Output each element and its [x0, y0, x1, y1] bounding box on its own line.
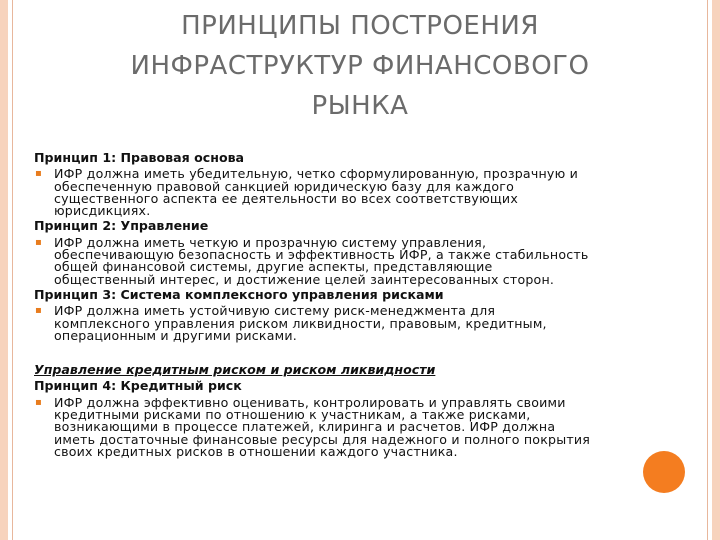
slide-body	[34, 152, 706, 461]
title-line-3: РЫНКА	[311, 91, 409, 121]
slide-title	[20, 6, 700, 126]
principle-4-line-4: иметь достаточные финансовые ресурсы для надежного и полного покрытия	[54, 431, 591, 447]
principle-1-line-1: ИФР должна иметь убедительную, четко сформулированную, прозрачную и	[54, 166, 578, 182]
principle-4-heading: Принцип 4: Кредитный риск	[34, 378, 242, 394]
principle-2-heading: Принцип 2: Управление	[34, 218, 209, 234]
principle-1-line-3: существенного аспекта ее деятельности во всех соответствующих	[54, 190, 518, 206]
principle-3-line-3: операционным и другими рисками.	[54, 327, 297, 343]
principle-3-bullet	[34, 305, 706, 342]
principle-4-line-1: ИФР должна эффективно оценивать, контролировать и управлять своими	[54, 394, 566, 410]
left-frame-border	[0, 0, 8, 540]
principle-3-heading: Принцип 3: Система комплексного управления рисками	[34, 286, 444, 302]
principle-3-line-1: ИФР должна иметь устойчивую систему риск-менеджмента для	[54, 303, 496, 319]
title-line-1: ПРИНЦИПЫ ПОСТРОЕНИЯ	[181, 11, 539, 41]
bullet-marker-icon: ▪	[35, 168, 42, 180]
principle-2-bullet	[34, 234, 706, 287]
bullet-marker-icon: ▪	[35, 396, 42, 408]
principle-1-heading: Принцип 1: Правовая основа	[34, 150, 245, 165]
principle-4-bullet	[34, 394, 706, 459]
left-frame-line	[12, 0, 13, 540]
right-frame-line	[707, 0, 708, 540]
principle-3-line-2: комплексного управления риском ликвидности, правовым, кредитным,	[54, 315, 547, 331]
principle-2-line-1: ИФР должна иметь четкую и прозрачную систему управления,	[54, 234, 487, 250]
principle-1-line-2: обеспеченную правовой санкцией юридическую базу для каждого	[54, 178, 515, 194]
bullet-marker-icon: ▪	[35, 305, 42, 317]
principle-4-line-5: своих кредитных рисков в отношении каждого участника.	[54, 443, 458, 459]
principle-2-line-2: обеспечивающую безопасность и эффективность ИФР, а также стабильность	[54, 247, 589, 263]
principle-4-line-2: кредитными рисками по отношению к участникам, а также рисками,	[54, 407, 531, 423]
principle-2-line-4: общественный интерес, и достижение целей заинтересованных сторон.	[54, 271, 555, 287]
section-title: Управление кредитным риском и риском ликвидности	[34, 362, 436, 378]
principle-1-line-4: юрисдикциях.	[54, 203, 151, 219]
decorative-circle	[643, 451, 685, 493]
bullet-marker-icon: ▪	[35, 236, 42, 248]
title-line-2: ИНФРАСТРУКТУР ФИНАНСОВОГО	[130, 51, 590, 81]
principle-2-line-3: общей финансовой системы, другие аспекты, представляющие	[54, 259, 493, 275]
principle-4-line-3: возникающими в процессе платежей, клиринга и расчетов. ИФР должна	[54, 419, 556, 435]
principle-1-bullet	[34, 168, 706, 217]
right-frame-border	[712, 0, 720, 540]
